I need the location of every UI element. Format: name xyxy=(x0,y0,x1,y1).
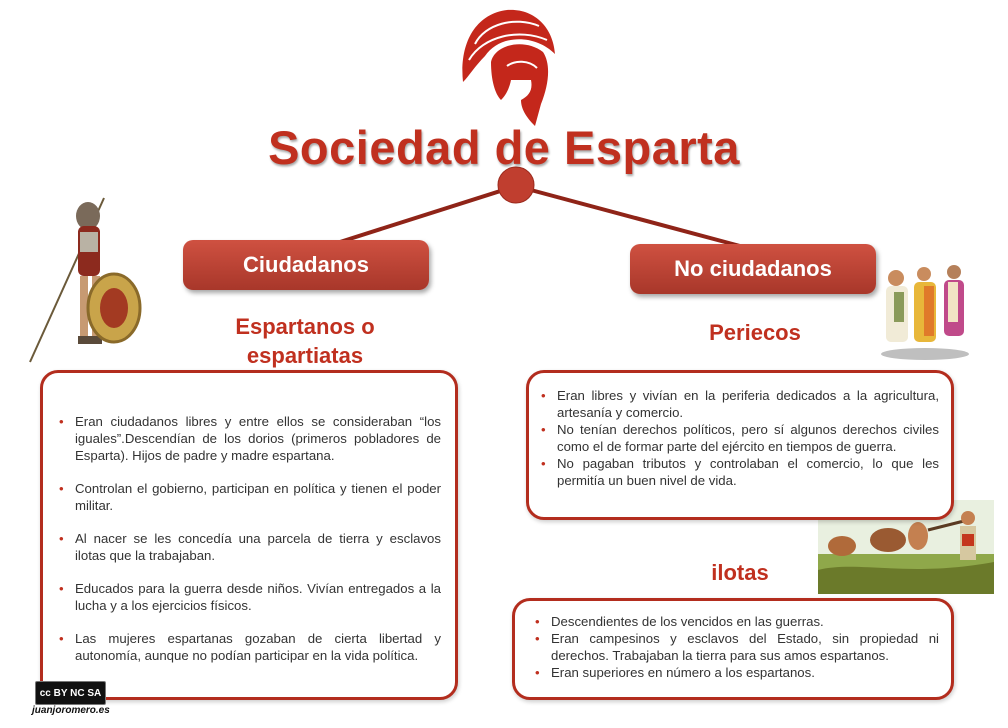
list-item-text: No pagaban tributos y controlaban el comercio, lo que les permitía un buen nivel de vida. xyxy=(557,456,939,488)
list-item: • Educados para la guerra desde niños. Vivían entregados a la lucha y a los ejercicios físicos. xyxy=(59,581,441,613)
list-item: • No pagaban tributos y controlaban el comercio, lo que les permitía un buen nivel de vida. xyxy=(541,456,939,488)
list-item-text: Eran ciudadanos libres y entre ellos se consideraban “los iguales”.Descendían de los dorios (primeros pobladores de Esparta). Hijos de padre y madre espartana. xyxy=(75,414,441,463)
list-item: • Eran campesinos y esclavos del Estado, sin propiedad ni derechos. Trabajaban la tierra para sus amos espartanos. xyxy=(535,631,939,663)
periecos-illustration xyxy=(878,262,972,360)
espartanos-heading xyxy=(180,312,430,370)
list-item-text: Eran superiores en número a los espartanos. xyxy=(551,665,815,680)
periecos-box xyxy=(526,370,954,520)
spartan-warrior-illustration xyxy=(26,196,144,366)
spartan-helmet-icon xyxy=(455,4,565,129)
list-item-text: Al nacer se les concedía una parcela de tierra y esclavos ilotas que la trabajaban. xyxy=(75,531,441,563)
list-item: • No tenían derechos políticos, pero sí algunos derechos civiles como el de formar parte del ejército en tiempos de guerra. xyxy=(541,422,939,454)
ilotas-list xyxy=(535,613,939,681)
ciudadanos-pill: Ciudadanos xyxy=(183,240,429,290)
list-item: • Al nacer se les concedía una parcela de tierra y esclavos ilotas que la trabajaban. xyxy=(59,531,441,563)
list-item-text: Eran campesinos y esclavos del Estado, sin propiedad ni derechos. Trabajaban la tierra para sus amos espartanos. xyxy=(551,631,939,663)
no-ciudadanos-pill: No ciudadanos xyxy=(630,244,876,294)
list-item: • Las mujeres espartanas gozaban de cierta libertad y autonomía, aunque no podían participar en la vida política. xyxy=(59,631,441,663)
ciudadanos-box xyxy=(40,370,458,700)
list-item: • Eran superiores en número a los espartanos. xyxy=(535,665,815,680)
list-item-text: Las mujeres espartanas gozaban de cierta libertad y autonomía, aunque no podían participar en la vida política. xyxy=(75,631,441,663)
list-item: • Eran libres y vivían en la periferia dedicados a la agricultura, artesanía y comercio. xyxy=(541,388,939,420)
list-item-text: Eran libres y vivían en la periferia dedicados a la agricultura, artesanía y comercio. xyxy=(557,388,939,420)
license-badge[interactable] xyxy=(35,681,106,705)
page-title: Sociedad de Esparta xyxy=(268,121,740,174)
ilotas-heading: ilotas xyxy=(711,560,769,585)
ciudadanos-list xyxy=(59,413,441,664)
list-item-text: No tenían derechos políticos, pero sí algunos derechos civiles como el de formar parte del ejército en tiempos de guerra. xyxy=(557,422,939,454)
espartanos-heading-line1: Espartanos o xyxy=(235,314,375,339)
list-item: • Descendientes de los vencidos en las guerras. xyxy=(535,614,824,629)
creative-commons-icon: cc BY NC SA xyxy=(39,687,102,699)
periecos-heading: Periecos xyxy=(709,320,801,345)
ilotas-box xyxy=(512,598,954,700)
list-item: • Eran ciudadanos libres y entre ellos se consideraban “los iguales”.Descendían de los dorios (primeros pobladores de Esparta). Hijos de padre y madre espartana. xyxy=(59,414,441,463)
site-credit[interactable]: juanjoromero.es xyxy=(32,705,110,716)
espartanos-heading-line2: espartiatas xyxy=(246,343,364,368)
list-item-text: Controlan el gobierno, participan en política y tienen el poder militar. xyxy=(75,481,441,513)
list-item-text: Descendientes de los vencidos en las guerras. xyxy=(551,614,824,629)
periecos-list xyxy=(541,387,939,489)
list-item: • Controlan el gobierno, participan en política y tienen el poder militar. xyxy=(59,481,441,513)
list-item-text: Educados para la guerra desde niños. Vivían entregados a la lucha y a los ejercicios físicos. xyxy=(75,581,441,613)
